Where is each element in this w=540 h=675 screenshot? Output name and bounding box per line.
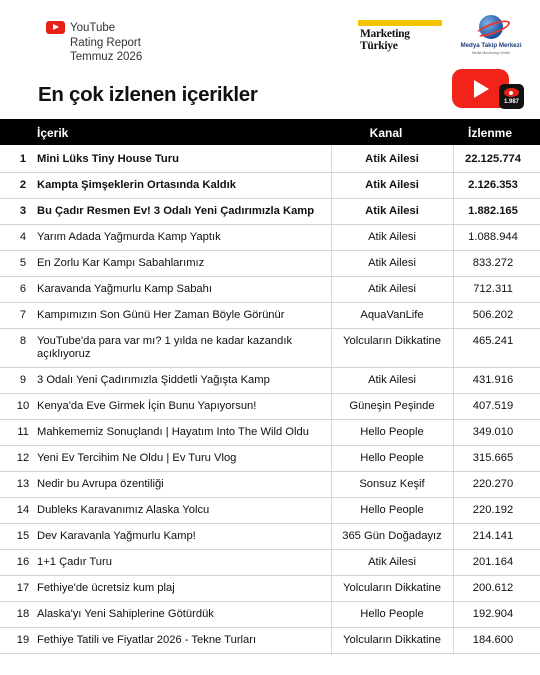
row-title: Bu Çadır Resmen Ev! 3 Odalı Yeni Çadırımızla Kamp bbox=[37, 205, 315, 217]
row-title: YouTube'da para var mı? 1 yılda ne kadar kazandık açıklıyoruz bbox=[37, 335, 293, 360]
row-views: 200.612 bbox=[472, 582, 514, 594]
row-channel: Yolcuların Dikkatine bbox=[343, 634, 441, 646]
row-rank: 18 bbox=[16, 608, 30, 620]
table-row bbox=[0, 628, 540, 654]
row-views: 22.125.774 bbox=[465, 153, 521, 165]
row-channel: Hello People bbox=[360, 426, 424, 438]
row-channel: Atik Ailesi bbox=[368, 283, 416, 295]
view-count-badge bbox=[499, 84, 524, 109]
row-rank: 14 bbox=[16, 504, 30, 516]
row-channel: Hello People bbox=[360, 452, 424, 464]
table-row bbox=[0, 524, 540, 550]
row-views: 220.192 bbox=[472, 504, 514, 516]
row-title: 1+1 Çadır Turu bbox=[37, 556, 112, 568]
badge-number: 1.987 bbox=[503, 99, 519, 105]
row-channel: Atik Ailesi bbox=[365, 153, 419, 165]
row-rank: 2 bbox=[19, 179, 27, 191]
report-info bbox=[70, 21, 142, 65]
table-row bbox=[0, 199, 540, 225]
row-views: 349.010 bbox=[472, 426, 514, 438]
row-rank: 10 bbox=[16, 400, 30, 412]
row-rank: 12 bbox=[16, 452, 30, 464]
row-channel: Hello People bbox=[360, 608, 424, 620]
report-platform: YouTube bbox=[70, 22, 116, 34]
row-channel: Atik Ailesi bbox=[368, 556, 416, 568]
row-rank: 4 bbox=[19, 231, 27, 243]
table-row bbox=[0, 420, 540, 446]
column-header-views: İzlenme bbox=[467, 126, 512, 140]
row-rank: 15 bbox=[16, 530, 30, 542]
row-views: 214.141 bbox=[472, 530, 514, 542]
table-row bbox=[0, 251, 540, 277]
row-views: 220.270 bbox=[472, 478, 514, 490]
globe-icon bbox=[479, 15, 503, 39]
row-channel: Atik Ailesi bbox=[368, 257, 416, 269]
row-channel: Atik Ailesi bbox=[368, 374, 416, 386]
report-period: Temmuz 2026 bbox=[70, 51, 143, 63]
row-title: Fethiye'de ücretsiz kum plaj bbox=[37, 582, 175, 594]
marketing-logo-line2: Türkiye bbox=[360, 40, 398, 52]
row-title: Dev Karavanla Yağmurlu Kamp! bbox=[37, 530, 196, 542]
row-rank: 11 bbox=[17, 426, 29, 438]
row-views: 201.164 bbox=[472, 556, 514, 568]
table-row bbox=[0, 472, 540, 498]
row-views: 184.600 bbox=[472, 634, 514, 646]
table-header bbox=[0, 119, 540, 145]
logo-accent-bar bbox=[358, 20, 442, 26]
table-row bbox=[0, 550, 540, 576]
row-channel: Yolcuların Dikkatine bbox=[343, 335, 441, 347]
column-header-channel: Kanal bbox=[369, 126, 403, 140]
row-channel: Güneşin Peşinde bbox=[349, 400, 435, 412]
row-views: 192.904 bbox=[472, 608, 514, 620]
row-title: Yeni Ev Tercihim Ne Oldu | Ev Turu Vlog bbox=[37, 452, 237, 464]
row-title: Mini Lüks Tiny House Turu bbox=[37, 153, 179, 165]
report-name: Rating Report bbox=[70, 36, 141, 49]
row-rank: 5 bbox=[19, 257, 27, 269]
row-views: 712.311 bbox=[473, 283, 513, 295]
row-title: Kampta Şimşeklerin Ortasında Kaldık bbox=[37, 179, 236, 191]
row-channel: 365 Gün Doğadayız bbox=[342, 530, 442, 542]
marketing-turkiye-logo bbox=[358, 20, 442, 54]
row-title: Nedir bu Avrupa özentiliği bbox=[37, 478, 164, 490]
row-rank: 17 bbox=[16, 582, 30, 594]
table-row bbox=[0, 368, 540, 394]
mtm-logo-name: Medya Takip Merkezi bbox=[460, 42, 522, 49]
row-title: Kenya'da Eve Girmek İçin Bunu Yapıyorsun! bbox=[37, 400, 257, 412]
row-rank: 3 bbox=[19, 205, 27, 217]
table-row bbox=[0, 498, 540, 524]
column-header-content: İçerik bbox=[37, 126, 69, 140]
row-rank: 8 bbox=[19, 335, 27, 347]
row-views: 1.882.165 bbox=[468, 205, 518, 217]
row-title: Alaska'yı Yeni Sahiplerine Götürdük bbox=[37, 608, 214, 620]
row-title: 3 Odalı Yeni Çadırımızla Şiddetli Yağışta Kamp bbox=[37, 374, 270, 386]
row-title: Fethiye Tatili ve Fiyatlar 2026 - Tekne Turları bbox=[37, 634, 257, 646]
row-title: Mahkememiz Sonuçlandı | Hayatım Into The Wild Oldu bbox=[37, 426, 309, 438]
row-views: 465.241 bbox=[472, 335, 514, 347]
row-views: 431.916 bbox=[472, 374, 514, 386]
row-channel: Atik Ailesi bbox=[368, 231, 416, 243]
page-title: En çok izlenen içerikler bbox=[38, 83, 258, 106]
report-header bbox=[0, 0, 540, 118]
row-rank: 1 bbox=[19, 153, 27, 165]
table-body bbox=[0, 147, 540, 654]
row-title: En Zorlu Kar Kampı Sabahlarımız bbox=[37, 257, 205, 269]
youtube-icon bbox=[46, 21, 65, 34]
row-views: 315.665 bbox=[472, 452, 514, 464]
medya-takip-merkezi-logo bbox=[452, 15, 530, 60]
table-row bbox=[0, 277, 540, 303]
row-channel: Yolcuların Dikkatine bbox=[343, 582, 441, 594]
row-rank: 6 bbox=[19, 283, 27, 295]
row-rank: 19 bbox=[16, 634, 30, 646]
table-row bbox=[0, 394, 540, 420]
row-title: Yarım Adada Yağmurda Kamp Yaptık bbox=[37, 231, 221, 243]
row-rank: 16 bbox=[16, 556, 30, 568]
row-channel: Atik Ailesi bbox=[365, 179, 419, 191]
row-views: 1.088.944 bbox=[468, 231, 518, 243]
table-row bbox=[0, 147, 540, 173]
eye-icon bbox=[504, 88, 519, 97]
row-channel: AquaVanLife bbox=[360, 309, 424, 321]
table-row bbox=[0, 173, 540, 199]
table-row bbox=[0, 329, 540, 368]
row-rank: 7 bbox=[19, 309, 27, 321]
table-row bbox=[0, 576, 540, 602]
row-rank: 13 bbox=[16, 478, 30, 490]
row-views: 506.202 bbox=[472, 309, 514, 321]
row-channel: Hello People bbox=[360, 504, 424, 516]
row-title: Kampımızın Son Günü Her Zaman Böyle Görünür bbox=[37, 309, 285, 321]
row-channel: Sonsuz Keşif bbox=[359, 478, 425, 490]
table-row bbox=[0, 446, 540, 472]
table-row bbox=[0, 303, 540, 329]
row-title: Dubleks Karavanımız Alaska Yolcu bbox=[37, 504, 210, 516]
row-channel: Atik Ailesi bbox=[365, 205, 419, 217]
table-row bbox=[0, 602, 540, 628]
row-views: 2.126.353 bbox=[468, 179, 518, 191]
ranking-table bbox=[0, 119, 540, 646]
row-rank: 9 bbox=[19, 374, 27, 386]
mtm-logo-subtitle: Media Monitoring Center bbox=[471, 51, 511, 55]
row-views: 407.519 bbox=[472, 400, 514, 412]
table-row bbox=[0, 225, 540, 251]
marketing-logo-line1: Marketing bbox=[360, 28, 410, 40]
row-views: 833.272 bbox=[472, 257, 514, 269]
row-title: Karavanda Yağmurlu Kamp Sabahı bbox=[37, 283, 212, 295]
